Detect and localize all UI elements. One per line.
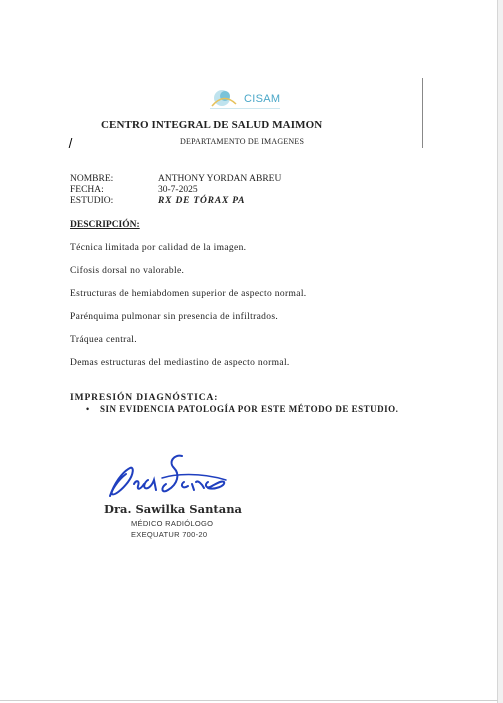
header-vertical-rule xyxy=(422,78,423,148)
description-line: Tráquea central. xyxy=(70,335,137,345)
handwritten-signature xyxy=(104,444,234,506)
description-line: Demas estructuras del mediastino de aspecto normal. xyxy=(70,358,290,368)
signer-name: Dra. Sawilka Santana xyxy=(104,502,242,516)
date-value: 30-7-2025 xyxy=(158,185,198,195)
date-row xyxy=(70,185,281,196)
description-line: Parénquima pulmonar sin presencia de infiltrados. xyxy=(70,312,279,322)
description-line: Estructuras de hemiabdomen superior de aspecto normal. xyxy=(70,289,307,299)
description-heading: DESCRIPCIÓN: xyxy=(70,220,140,230)
description-line: Técnica limitada por calidad de la imagen. xyxy=(70,243,247,253)
impression-item xyxy=(86,404,398,414)
text-cursor xyxy=(69,138,73,148)
signer-exequatur: EXEQUATUR 700-20 xyxy=(131,530,208,539)
department-subtitle: DEPARTAMENTO DE IMAGENES xyxy=(180,137,305,146)
impression-text: SIN EVIDENCIA PATOLOGÍA POR ESTE MÉTODO DE ESTUDIO. xyxy=(100,404,399,414)
description-line: Cifosis dorsal no valorable. xyxy=(70,266,185,276)
patient-fields xyxy=(70,174,281,207)
logo-text: CISAM xyxy=(244,93,281,105)
name-row xyxy=(70,174,281,185)
study-row xyxy=(70,196,281,207)
page-bottom-edge xyxy=(0,700,498,701)
bullet-icon: • xyxy=(86,404,90,414)
name-label: NOMBRE: xyxy=(70,174,114,184)
name-value: ANTHONY YORDAN ABREU xyxy=(158,174,282,184)
page-shadow xyxy=(498,0,503,703)
study-value: RX DE TÓRAX PA xyxy=(158,196,246,206)
date-label: FECHA: xyxy=(70,185,104,195)
page-title: CENTRO INTEGRAL DE SALUD MAIMON xyxy=(101,119,323,131)
signer-role: MÉDICO RADIÓLOGO xyxy=(131,519,214,528)
impression-heading: IMPRESIÓN DIAGNÓSTICA: xyxy=(70,393,219,403)
study-label: ESTUDIO: xyxy=(70,196,114,206)
